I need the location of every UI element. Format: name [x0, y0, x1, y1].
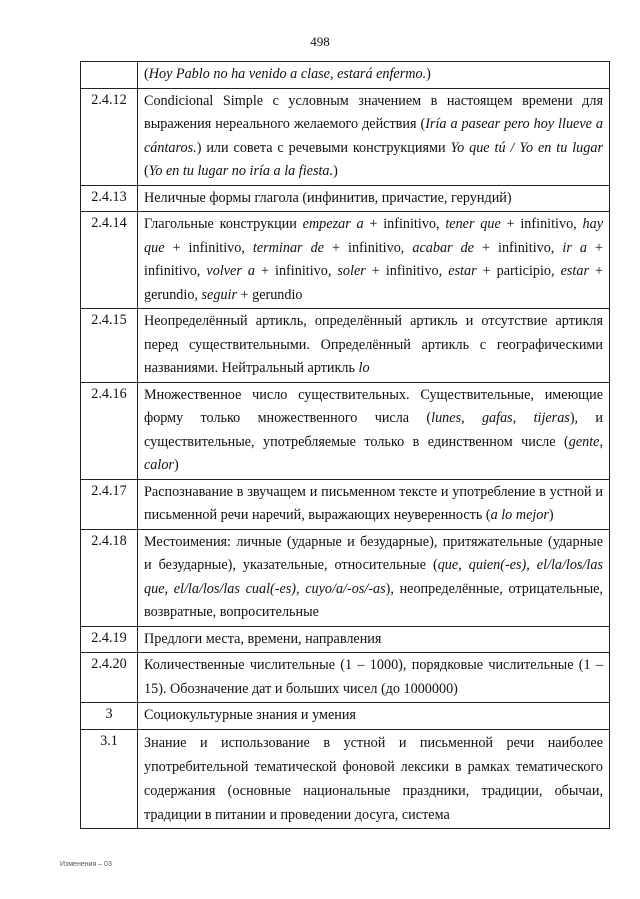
text-segment: Неопределённый артикль, определённый артикль и отсутствие артикля перед существительными. Определённый артикль с географическими названиями. Нейтральный артикль — [144, 313, 603, 376]
section-number-cell: 2.4.12 — [81, 88, 138, 185]
italic-example-text: Hoy Pablo no ha venido a clase, estará enfermo. — [148, 66, 427, 82]
table-row — [81, 212, 610, 309]
text-segment: ( — [144, 163, 149, 179]
section-number-cell: 3 — [81, 703, 138, 730]
table-row — [81, 309, 610, 383]
text-segment: + infinitivo, — [473, 239, 563, 256]
text-segment: ), и существительные, употребляемые только в единственном числе ( — [144, 410, 603, 450]
italic-example-text: estar — [560, 263, 589, 279]
text-segment: ), неопределённые, отрицательные, возвратные, вопросительные — [144, 580, 603, 620]
text-segment: ) — [173, 457, 179, 473]
section-text-cell — [138, 212, 610, 309]
curriculum-table — [80, 61, 610, 829]
italic-example-text: tener que — [445, 216, 501, 232]
text-segment: + gerundio, — [144, 263, 603, 303]
table-row — [81, 382, 610, 479]
table-row — [81, 626, 610, 653]
text-segment: + participio, — [476, 263, 561, 279]
italic-example-text: gafas — [481, 410, 513, 426]
page-number: 498 — [310, 34, 330, 49]
italic-example-text: ir a — [562, 239, 587, 256]
section-text-cell — [138, 529, 610, 626]
text-segment: Condicional Simple с условным значением в настоящем времени для выражения нереального желаемого действия ( — [144, 92, 603, 132]
text-segment: + infinitivo, — [363, 216, 446, 232]
text-segment: Количественные числительные (1 – 1000), порядковые числительные (1 – 15). Обозначение дат и больших чисел (до 1000000) — [144, 657, 603, 697]
text-segment: + infinitivo, — [323, 239, 413, 256]
table-row — [81, 729, 610, 828]
section-number-cell: 2.4.20 — [81, 653, 138, 703]
italic-example-text: a lo mejor — [490, 507, 549, 523]
section-text-cell — [138, 309, 610, 383]
section-number-cell: 2.4.16 — [81, 382, 138, 479]
text-segment: ) или совета с речевыми конструкциями — [196, 139, 451, 156]
text-segment: + infinitivo, — [144, 239, 603, 279]
section-number-cell: 2.4.19 — [81, 626, 138, 653]
text-segment: ) — [426, 66, 431, 82]
italic-example-text: Yo en tu lugar no iría a la fiesta. — [148, 163, 334, 179]
italic-example-text: tijeras — [533, 410, 570, 426]
section-text-cell — [138, 382, 610, 479]
table-row — [81, 703, 610, 730]
italic-example-text: volver a — [206, 263, 255, 279]
text-segment: ) — [333, 163, 338, 179]
section-text-cell — [138, 729, 610, 828]
text-segment: , — [512, 410, 534, 426]
italic-example-text: terminar de — [252, 239, 324, 256]
text-segment: , — [599, 433, 603, 450]
table-row — [81, 529, 610, 626]
table-row — [81, 479, 610, 529]
italic-example-text: lo — [358, 360, 370, 376]
italic-example-text: Iría a pasear pero hoy llueve a cántaros. — [144, 116, 604, 156]
section-number-cell: 2.4.17 — [81, 479, 138, 529]
text-segment: Знание и использование в устной и письменной речи наиболее употребительной тематической фоновой лексики в рамках тематического содержания (основные национальные праздники, традиции, обычаи, традиции в питании и проведении досуга, система — [144, 734, 603, 823]
text-segment: Распознавание в звучащем и письменном тексте и употребление в устной и письменной речи наречий, выражающих неуверенность ( — [144, 483, 603, 523]
section-text-cell — [138, 62, 610, 89]
section-number-cell: 2.4.13 — [81, 185, 138, 212]
italic-example-text: estar — [448, 263, 477, 279]
section-text-cell — [138, 88, 610, 185]
italic-example-text: hay que — [144, 216, 604, 256]
italic-example-text: gente — [568, 433, 600, 450]
text-segment: + infinitivo, — [254, 263, 338, 279]
section-text-cell — [138, 653, 610, 703]
text-segment: Социокультурные знания и умения — [144, 707, 356, 723]
curriculum-table-body — [81, 62, 610, 829]
section-text-cell — [138, 479, 610, 529]
section-text-cell — [138, 703, 610, 730]
italic-example-text: que, quien(-es), el/la/los/las que, el/la/los/las cual(-es), cuyo/a/-os/-as — [144, 557, 603, 597]
text-segment: Неличные формы глагола (инфинитив, причастие, герундий) — [144, 189, 512, 206]
italic-example-text: seguir — [201, 286, 237, 303]
text-segment: Местоимения: личные (ударные и безударные), притяжательные (ударные и безударные), указательные, относительные ( — [144, 533, 603, 573]
table-row — [81, 62, 610, 89]
section-number-cell: 2.4.18 — [81, 529, 138, 626]
text-segment: ) — [548, 507, 554, 523]
italic-example-text: Yo que tú / Yo en tu lugar — [450, 139, 603, 156]
text-segment: + gerundio — [237, 286, 303, 303]
text-segment: ( — [144, 66, 149, 82]
section-number-cell: 3.1 — [81, 729, 138, 828]
table-row — [81, 88, 610, 185]
text-segment: + infinitivo, — [365, 263, 449, 279]
text-segment: Множественное число существительных. Существительные, имеющие форму только множественного числа ( — [144, 386, 603, 426]
section-text-cell — [138, 185, 610, 212]
table-row — [81, 653, 610, 703]
text-segment: + infinitivo, — [164, 239, 253, 256]
italic-example-text: empezar a — [302, 216, 364, 232]
italic-example-text: calor — [144, 457, 174, 473]
text-segment: Глагольные конструкции — [144, 216, 303, 232]
italic-example-text: lunes — [431, 410, 462, 426]
text-segment: Предлоги места, времени, направления — [144, 630, 382, 647]
text-segment: + infinitivo, — [500, 216, 583, 232]
italic-example-text: acabar de — [412, 239, 474, 256]
italic-example-text: soler — [337, 263, 366, 279]
table-row — [81, 185, 610, 212]
section-text-cell — [138, 626, 610, 653]
text-segment: , — [461, 410, 482, 426]
page-footer: Изменения – 03 — [60, 861, 112, 868]
section-number-cell: 2.4.15 — [81, 309, 138, 383]
section-number-cell: 2.4.14 — [81, 212, 138, 309]
section-number-cell — [81, 62, 138, 89]
